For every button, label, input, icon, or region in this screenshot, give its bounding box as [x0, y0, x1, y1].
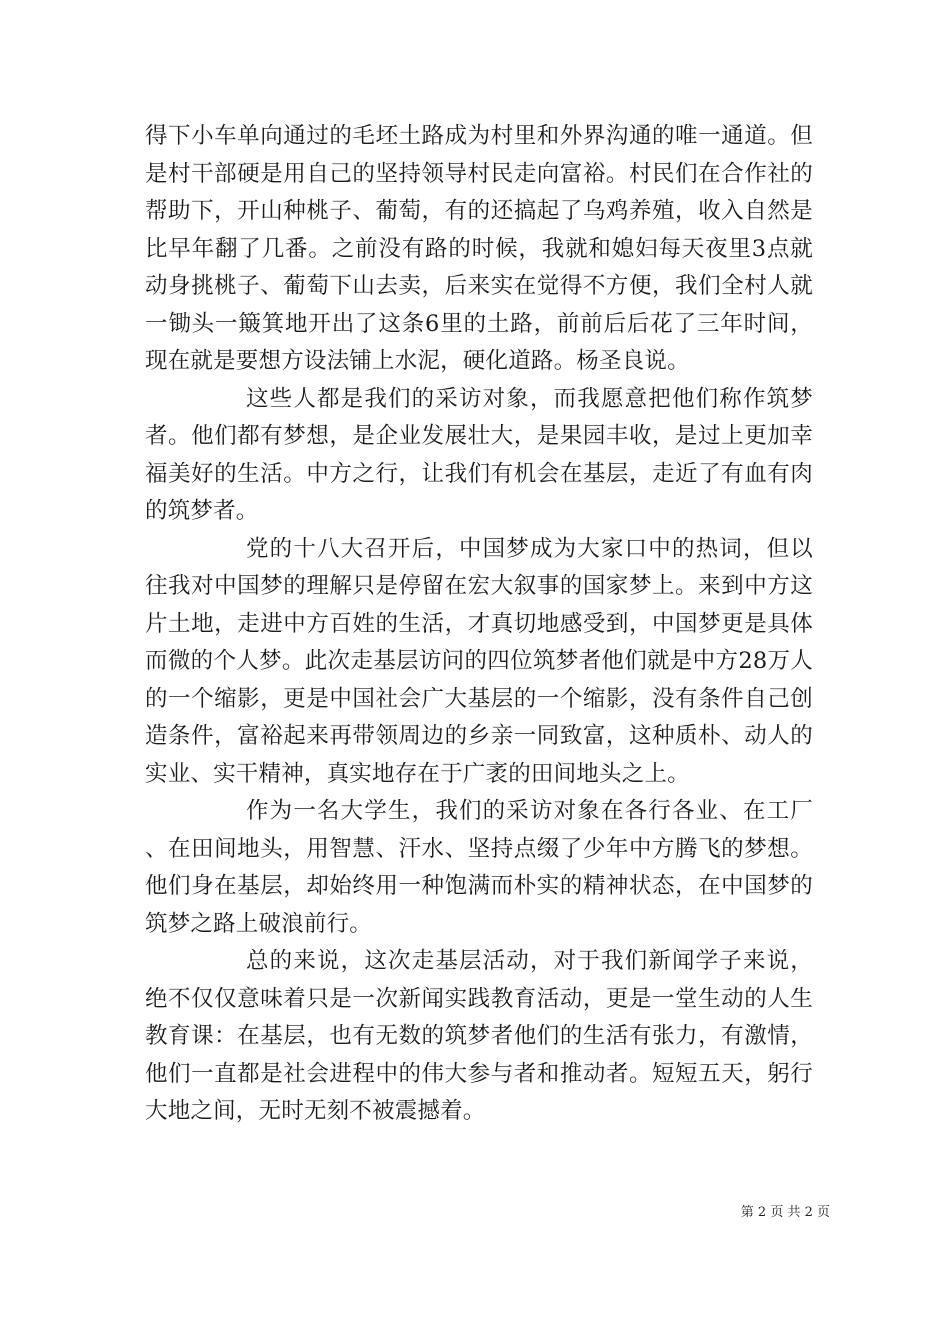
paragraph-dream-builders: 这些人都是我们的采访对象，而我愿意把他们称作筑梦者。他们都有梦想，是企业发展壮大，是果园丰收，是过上更加幸福美好的生活。中方之行，让我们有机会在基层，走近了有血有肉的筑梦者。 [145, 385, 813, 524]
paragraph-conclusion: 总的来说，这次走基层活动，对于我们新闻学子来说，绝不仅仅意味着只是一次新闻实践教育活动，更是一堂生动的人生教育课：在基层，也有无数的筑梦者他们的生活有张力，有激情，他们一直都是社会进程中的伟大参与者和推动者。短短五天，躬行大地之间，无时无刻不被震撼着。 [145, 948, 813, 1124]
document-body [145, 118, 813, 1131]
page-number-footer: 第 2 页 共 2 页 [740, 1205, 830, 1220]
paragraph-university-student: 作为一名大学生，我们的采访对象在各行各业、在工厂、在田间地头，用智慧、汗水、坚持点缀了少年中方腾飞的梦想。他们身在基层，却始终用一种饱满而朴实的精神状态，在中国梦的筑梦之路上破浪前行。 [145, 798, 813, 937]
paragraph-continuation: 得下小车单向通过的毛坯土路成为村里和外界沟通的唯一通道。但是村干部硬是用自己的坚持领导村民走向富裕。村民们在合作社的帮助下，开山种桃子、葡萄，有的还搞起了乌鸡养殖，收入自然是比早年翻了几番。之前没有路的时候，我就和媳妇每天夜里3点就动身挑桃子、葡萄下山去卖，后来实在觉得不方便，我们全村人就一锄头一簸箕地开出了这条6里的土路，前前后后花了三年时间，现在就是要想方设法铺上水泥，硬化道路。杨圣良说。 [145, 123, 813, 374]
paragraph-chinese-dream: 党的十八大召开后，中国梦成为大家口中的热词，但以往我对中国梦的理解只是停留在宏大叙事的国家梦上。来到中方这片土地，走进中方百姓的生活，才真切地感受到，中国梦更是具体而微的个人梦。此次走基层访问的四位筑梦者他们就是中方28万人的一个缩影，更是中国社会广大基层的一个缩影，没有条件自己创造条件，富裕起来再带领周边的乡亲一同致富，这种质朴、动人的实业、实干精神，真实地存在于广袤的田间地头之上。 [145, 535, 813, 787]
